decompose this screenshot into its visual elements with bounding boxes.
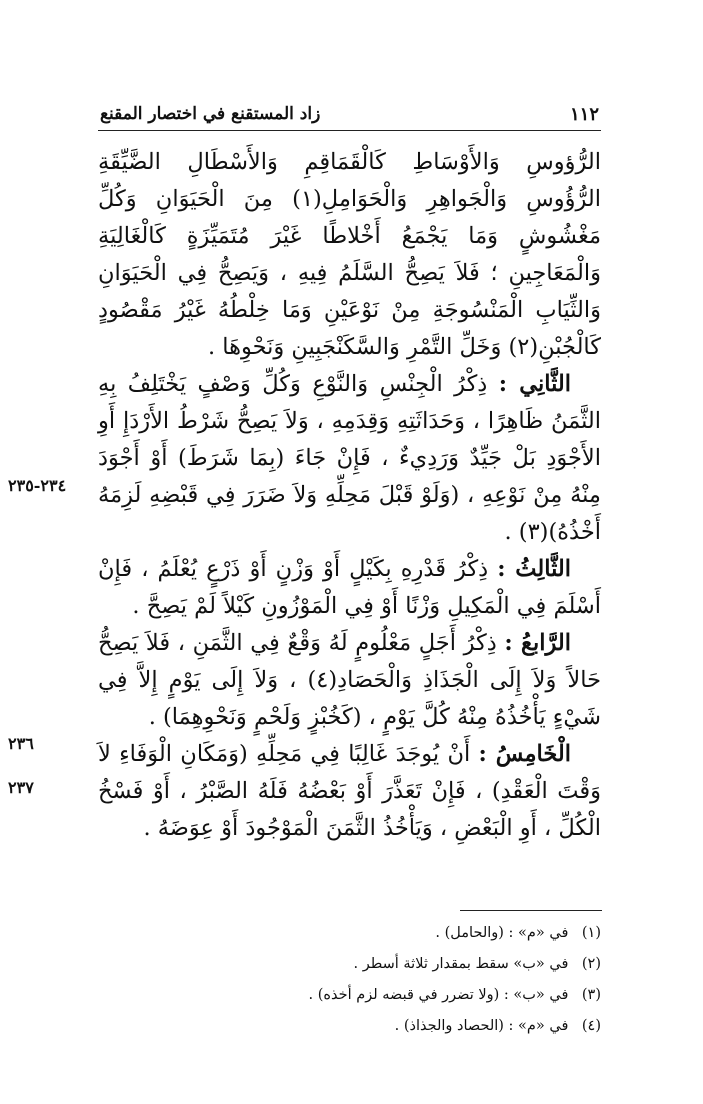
main-text [98,144,601,847]
running-title: زاد المستقنع في اختصار المقنع [100,104,321,124]
footnote-text: في «ب» : (ولا تضرر في قبضه لزم أخذه) . [308,987,569,1003]
paragraph-lead: الرَّابعُ : [504,630,571,656]
margin-note-236: ٢٣٦ [8,734,34,753]
paragraph-lead: الْخَامِسُ : [478,741,571,767]
footnote-text: في «م» : (والحامل) . [435,925,569,941]
paragraph-third [98,551,601,625]
page-number: ١١٢ [569,104,599,125]
margin-note-234-235: ٢٣٤-٢٣٥ [8,476,67,495]
paragraph-text: أَنْ يُوجَدَ غَالِبًا فِي مَحِلِّهِ (وَمَكَانِ الْوَفَاءِ لاَ وَقْتَ الْعَقْدِ) ، فَإِنْ تَعَذَّرَ أَوْ بَعْضُهُ فَلَهُ الصَّبْرُ ، أَوْ فَسْخُ الْكُلِّ ، أَوِ الْبَعْضِ ، وَيَأْخُذُ الثَّمَنَ الْمَوْجُودَ أَوْ عِوَضَهُ . [98,741,601,841]
footnote-text: في «م» : (الحصاد والجذاذ) . [394,1018,569,1034]
footnote-text: في «ب» سقط بمقدار ثلاثة أسطر . [353,956,569,972]
paragraph-text: ذِكْرُ الْجِنْسِ وَالنَّوْعِ وَكُلِّ وَصْفٍ يَخْتَلِفُ بِهِ الثَّمَنُ ظَاهِرًا ، وَحَدَاثَتِهِ وَقِدَمِهِ ، وَلاَ يَصِحُّ شَرْطُ الأَرْدَإِ أَوِ الأَجْوَدِ بَلْ جَيِّدٌ وَرَدِيءٌ ، فَإِنْ جَاءَ (بِمَا شَرَطَ) أَوْ أَجْوَدَ مِنْهُ مِنْ نَوْعِهِ ، (وَلَوْ قَبْلَ مَحِلِّهِ وَلاَ ضَرَرَ فِي قَبْضِهِ لَزِمَهُ أَخْذُهُ)(٣) . [98,371,601,545]
footnote-number: (٣) [581,987,601,1003]
paragraph-fifth [98,736,601,847]
margin-note-237: ٢٣٧ [8,778,34,797]
footnote-item [121,949,601,980]
paragraph-lead: الثَّالِثُ : [497,556,572,582]
footnote-number: (١) [581,925,601,941]
footnote-item [121,980,601,1011]
footnotes [121,918,601,1042]
paragraph-text: ذِكْرُ أَجَلٍ مَعْلُومٍ لَهُ وَقْعٌ فِي الثَّمَنِ ، فَلاَ يَصِحُّ حَالاً وَلاَ إِلَى الْجَذَاذِ وَالْحَصَادِ(٤) ، وَلاَ إِلَى يَوْمٍ إِلاَّ فِي شَيْءٍ يَأْخُذُهُ مِنْهُ كُلَّ يَوْمٍ ، (كَخُبْزٍ وَلَحْمٍ وَنَحْوِهِمَا) . [98,630,602,730]
footnote-item [121,918,601,949]
paragraph-fourth [98,625,601,736]
footnote-number: (٢) [581,956,601,972]
paragraph-lead: الثَّانِي : [498,371,571,397]
paragraph-text: ذِكْرُ قَدْرِهِ بِكَيْلٍ أَوْ وَزْنٍ أَوْ ذَرْعٍ يُعْلَمُ ، فَإِنْ أَسْلَمَ فِي الْمَكِيلِ وَزْنًا أَوْ فِي الْمَوْزُونِ كَيْلاً لَمْ يَصِحَّ . [98,556,601,619]
paragraph-text: الرُّؤوسِ وَالأَوْسَاطِ كَالْقَمَاقِمِ وَالأَسْطَالِ الضَّيِّقَةِ الرُّؤُوسِ وَالْجَواهِرِ وَالْحَوَامِلِ(١) مِنَ الْحَيَوَانِ وَكُلِّ مَغْشُوشٍ وَمَا يَجْمَعُ أَخْلاطًا غَيْرَ مُتَمَيِّزَةٍ كَالْغَالِيَةِ وَالْمَعَاجِينِ ؛ فَلاَ يَصِحُّ السَّلَمُ فِيهِ ، وَيَصِحُّ فِي الْحَيَوَانِ وَالثِّيَابِ الْمَنْسُوجَةِ مِنْ نَوْعَيْنِ وَمَا خِلْطُهُ غَيْرُ مَقْصُودٍ كَالْجُبْنِ(٢) وَخَلِّ التَّمْرِ وَالسَّكَنْجَبِينِ وَنَحْوِهَا . [98,149,601,360]
paragraph-first [98,144,601,366]
footnote-item [121,1011,601,1042]
footnote-divider [460,910,602,911]
page-header [98,96,601,131]
footnote-number: (٤) [581,1018,601,1034]
paragraph-second [98,366,601,551]
